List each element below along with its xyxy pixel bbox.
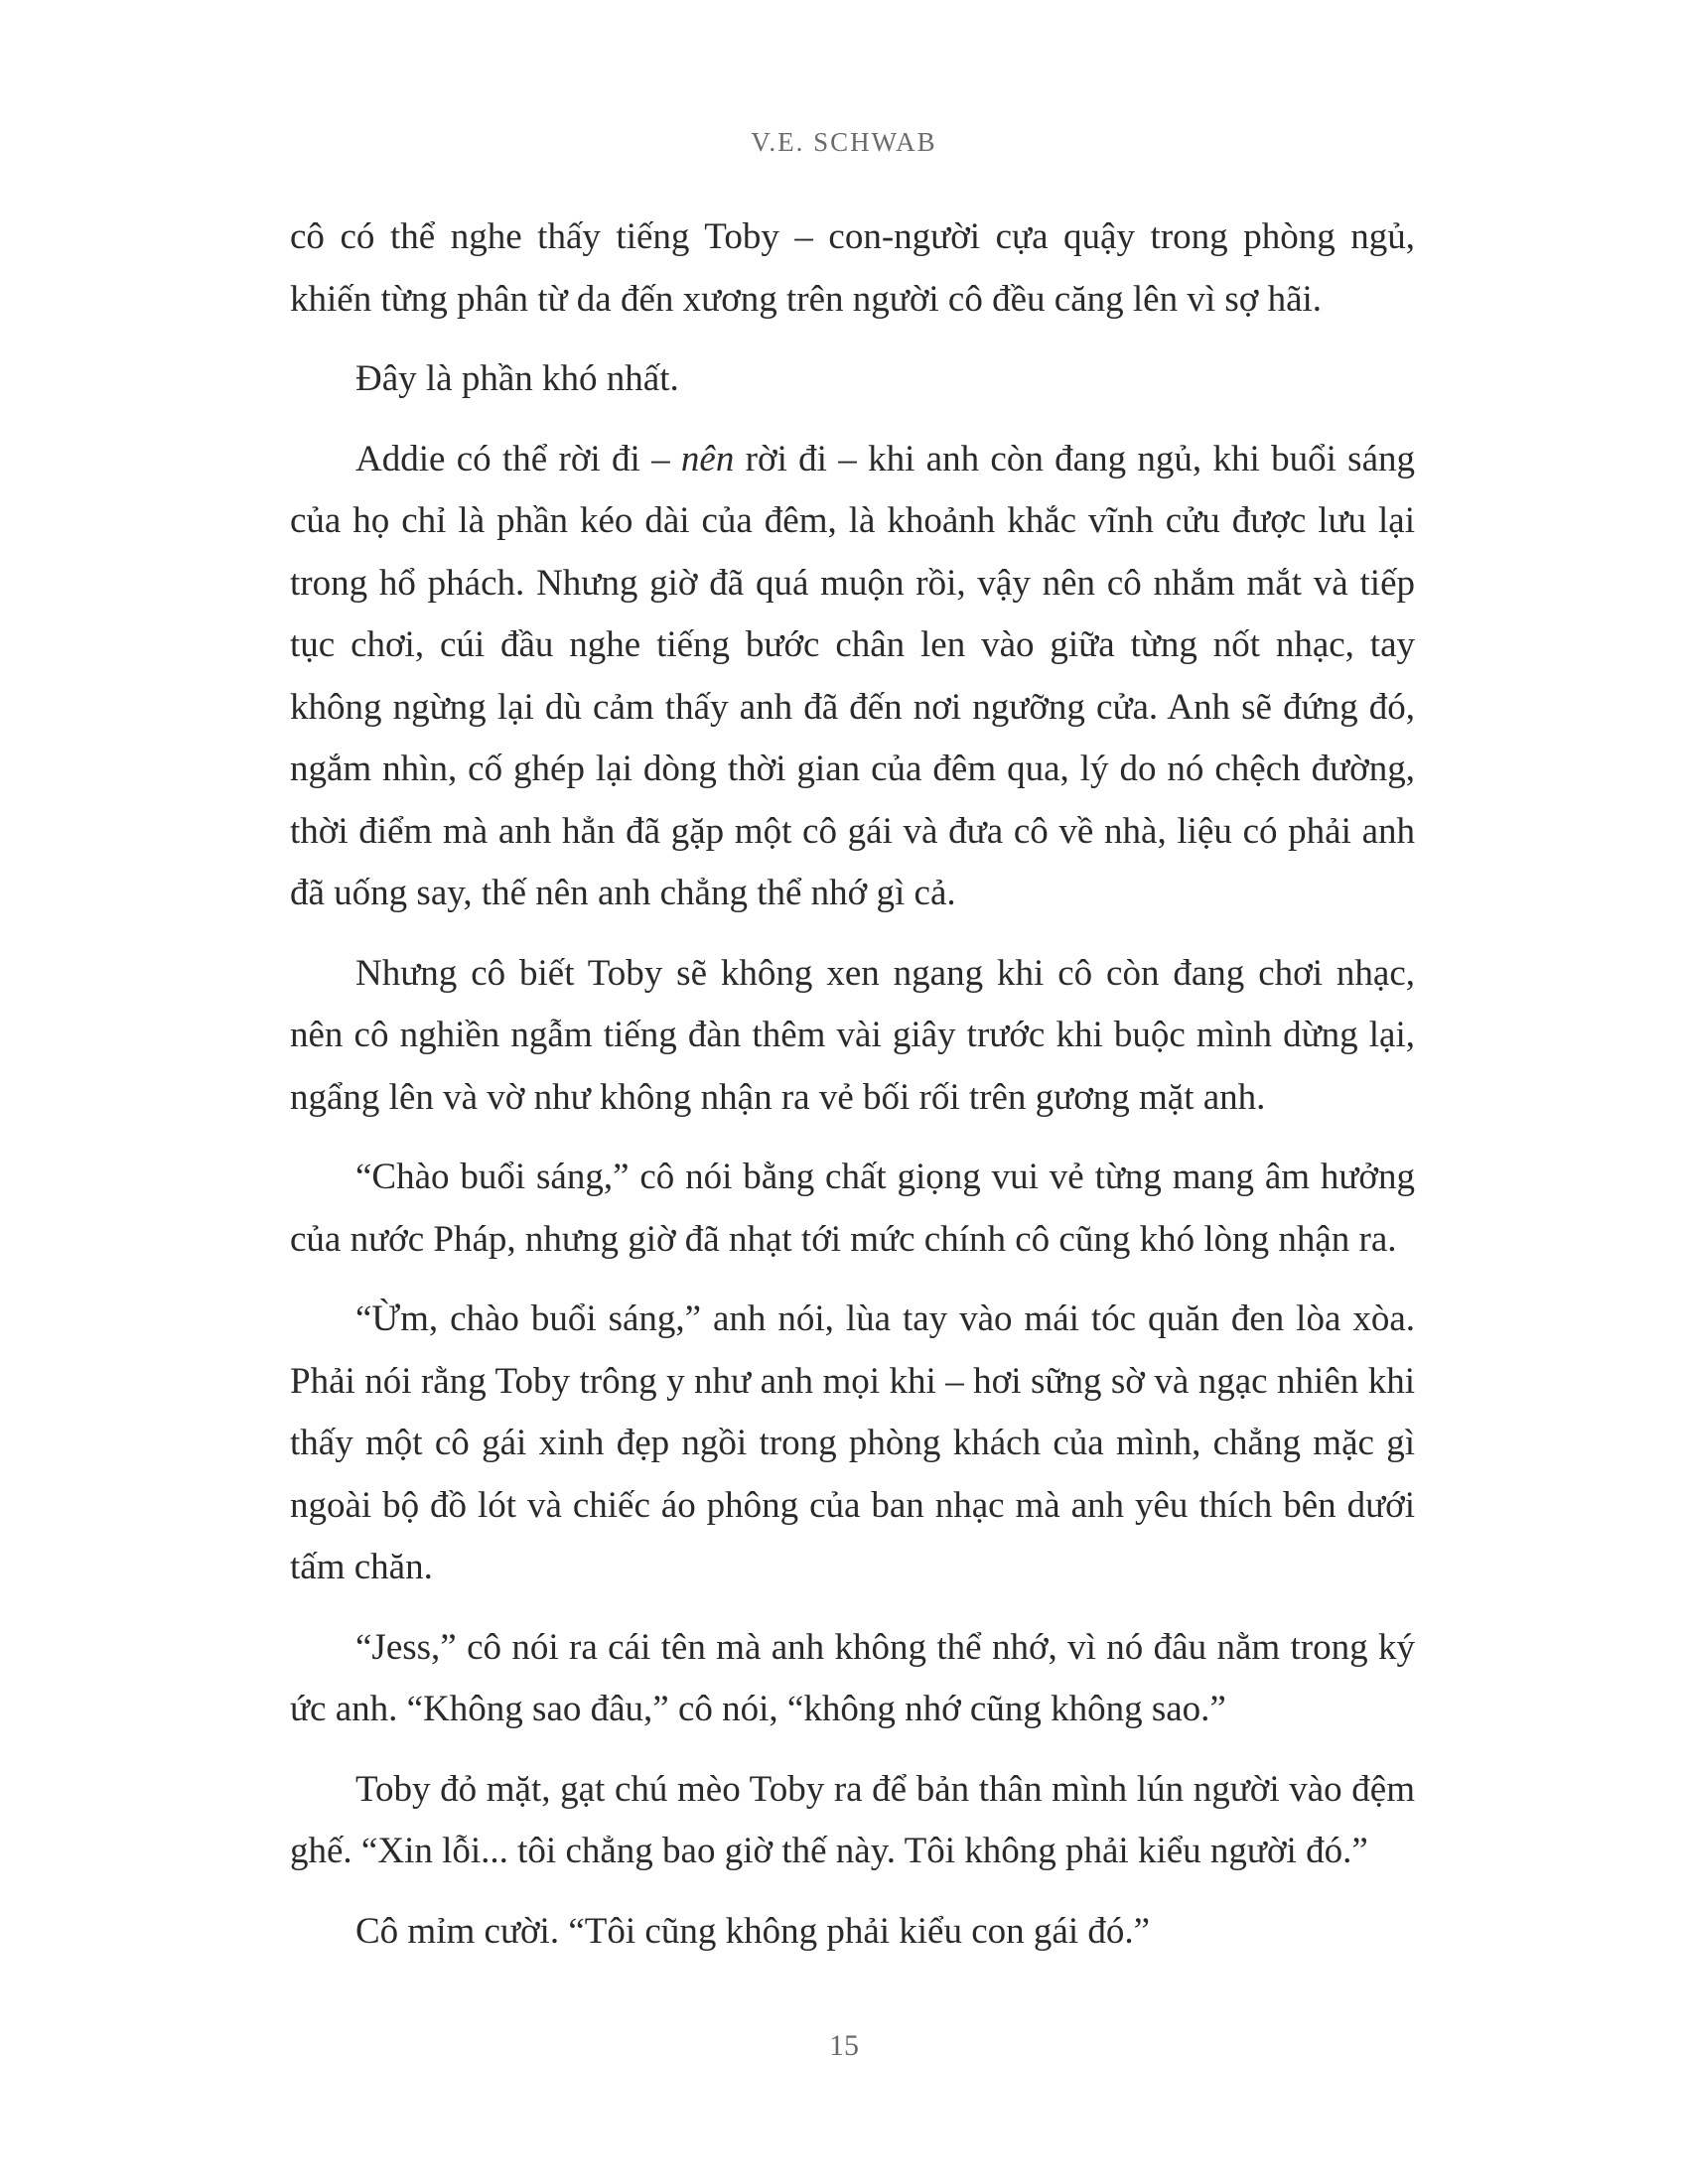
paragraph: “Jess,” cô nói ra cái tên mà anh không thể nhớ, vì nó đâu nằm trong ký ức anh. “Không sao đâu,” cô nói, “không nhớ cũng không sao.” [290,1626,1415,1729]
paragraph: Cô mỉm cười. “Tôi cũng không phải kiểu con gái đó.” [355,1910,1151,1952]
running-head-author: V.E. SCHWAB [751,127,937,157]
paragraph-text: Addie có thể rời đi – [355,438,681,479]
paragraph: Toby đỏ mặt, gạt chú mèo Toby ra để bản thân mình lún người vào đệm ghế. “Xin lỗi... tôi chẳng bao giờ thế này. Tôi không phải kiểu người đó.” [290,1768,1415,1871]
paragraph: Đây là phần khó nhất. [355,358,679,399]
page-number: 15 [829,2029,859,2062]
paragraph: “Chào buổi sáng,” cô nói bằng chất giọng vui vẻ từng mang âm hưởng của nước Pháp, nhưng giờ đã nhạt tới mức chính cô cũng khó lòng nhận ra. [290,1157,1415,1260]
paragraph [290,429,1415,925]
paragraph: Nhưng cô biết Toby sẽ không xen ngang khi cô còn đang chơi nhạc, nên cô nghiền ngẫm tiếng đàn thêm vài giây trước khi buộc mình dừng lại, ngẩng lên và vờ như không nhận ra vẻ bối rối trên gương mặt anh. [290,952,1415,1118]
paragraph: “Ừm, chào buổi sáng,” anh nói, lùa tay vào mái tóc quăn đen lòa xòa. Phải nói rằng Toby trông y như anh mọi khi – hơi sững sờ và ngạc nhiên khi thấy một cô gái xinh đẹp ngồi trong phòng khách của mình, chẳng mặc gì ngoài bộ đồ lót và chiếc áo phông của ban nhạc mà anh yêu thích bên dưới tấm chăn. [290,1298,1415,1587]
body-text [290,206,1415,1980]
paragraph-continuation: cô có thể nghe thấy tiếng Toby – con-người cựa quậy trong phòng ngủ, khiến từng phân từ da đến xương trên người cô đều căng lên vì sợ hãi. [290,216,1415,320]
paragraph-text: rời đi – khi anh còn đang ngủ, khi buổi sáng của họ chỉ là phần kéo dài của đêm, là khoảnh khắc vĩnh cửu được lưu lại trong hổ phách. Nhưng giờ đã quá muộn rồi, vậy nên cô nhắm mắt và tiếp tục chơi, cúi đầu nghe tiếng bước chân len vào giữa từng nốt nhạc, tay không ngừng lại dù cảm thấy anh đã đến nơi ngưỡng cửa. Anh sẽ đứng đó, ngắm nhìn, cố ghép lại dòng thời gian của đêm qua, lý do nó chệch đường, thời điểm mà anh hẳn đã gặp một cô gái và đưa cô về nhà, liệu có phải anh đã uống say, thế nên anh chẳng thể nhớ gì cả. [290,438,1416,913]
emphasis-text: nên [680,438,735,479]
